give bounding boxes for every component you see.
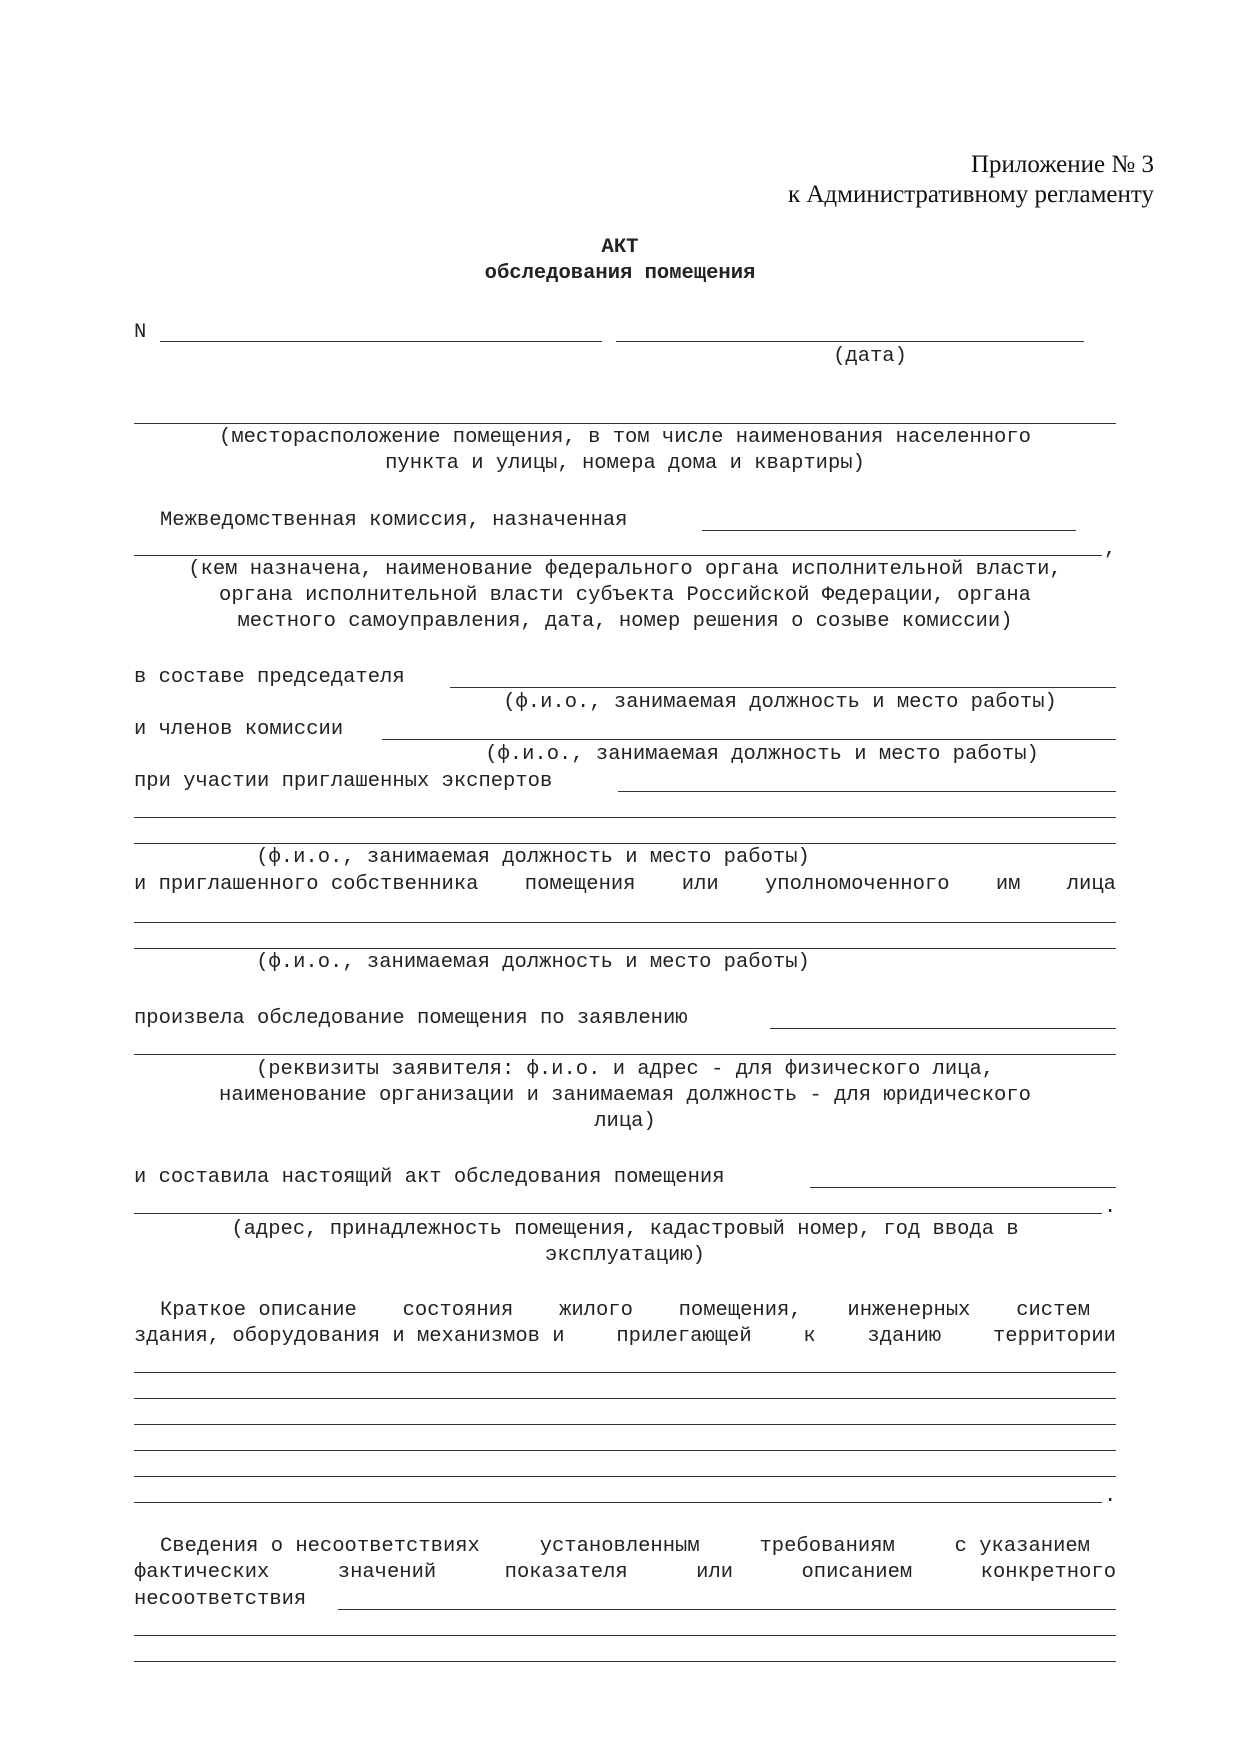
owner-word: лица [1066, 873, 1116, 896]
members-field[interactable] [382, 739, 1116, 740]
discrepancies-word: фактических [134, 1561, 270, 1584]
appendix-header [788, 150, 1154, 210]
date-field[interactable] [616, 341, 1084, 342]
description-field-4[interactable] [134, 1450, 1116, 1451]
discrepancies-word: с указанием [954, 1535, 1090, 1558]
discrepancies-word: описанием [801, 1561, 913, 1584]
experts-field-3[interactable] [134, 843, 1116, 844]
inspection-label: произвела обследование помещения по заявлению [134, 1007, 688, 1030]
address-field-2[interactable] [134, 1213, 1102, 1214]
address-field[interactable] [810, 1187, 1116, 1188]
document-subtitle: обследования помещения [484, 262, 756, 285]
act-label: и составила настоящий акт обследования помещения [134, 1166, 725, 1189]
location-caption-1: (месторасположение помещения, в том числе наименования населенного [219, 426, 1031, 449]
description-word: систем [1016, 1299, 1090, 1322]
discrepancies-field-2[interactable] [134, 1635, 1116, 1636]
description-heading-1 [160, 1298, 1090, 1324]
experts-field[interactable] [618, 791, 1116, 792]
discrepancies-word: Сведения о несоответствиях [160, 1535, 480, 1558]
description-period: . [1104, 1485, 1117, 1508]
members-caption: (ф.и.о., занимаемая должность и место работы) [485, 743, 1039, 766]
discrepancies-label: несоответствия [134, 1588, 307, 1611]
commission-appointed-field[interactable] [702, 530, 1076, 531]
experts-label: при участии приглашенных экспертов [134, 770, 553, 793]
appendix-number: Приложение № 3 [970, 151, 1154, 178]
owner-word: уполномоченного [764, 873, 950, 896]
inspection-caption-1: (реквизиты заявителя: ф.и.о. и адрес - для физического лица, [255, 1058, 995, 1081]
description-heading-2 [134, 1324, 1116, 1350]
document-title: АКТ [601, 236, 639, 259]
discrepancies-heading-2 [134, 1560, 1116, 1586]
discrepancies-word: требованиям [759, 1535, 895, 1558]
owner-field-2[interactable] [134, 948, 1116, 949]
act-caption-2: эксплуатацию) [545, 1244, 705, 1267]
date-caption: (дата) [833, 345, 907, 368]
experts-row [134, 768, 1116, 796]
discrepancies-word: значений [337, 1561, 437, 1584]
commission-comma: , [1104, 538, 1117, 561]
description-word: Краткое описание [160, 1299, 357, 1322]
members-row [134, 716, 1116, 744]
discrepancies-word: установленным [539, 1535, 700, 1558]
applicant-field-2[interactable] [134, 1054, 1116, 1055]
discrepancies-field-3[interactable] [134, 1661, 1116, 1662]
description-word: состояния [402, 1299, 514, 1322]
owner-caption: (ф.и.о., занимаемая должность и место работы) [256, 951, 810, 974]
description-word: инженерных [847, 1299, 971, 1322]
commission-caption-3: местного самоуправления, дата, номер решения о созыве комиссии) [237, 610, 1013, 633]
owner-word: или [681, 873, 719, 896]
description-word: территории [992, 1325, 1116, 1348]
description-word: прилегающей [616, 1325, 752, 1348]
description-word: здания, оборудования и механизмов и [134, 1325, 565, 1348]
appendix-reference: к Административному регламенту [787, 181, 1154, 208]
chairman-field[interactable] [450, 687, 1116, 688]
owner-field-1[interactable] [134, 922, 1116, 923]
experts-field-2[interactable] [134, 817, 1116, 818]
chairman-label: в составе председателя [134, 666, 405, 689]
members-label: и членов комиссии [134, 718, 344, 741]
applicant-field[interactable] [770, 1028, 1116, 1029]
description-word: зданию [867, 1325, 942, 1348]
inspection-caption-3: лица) [594, 1110, 656, 1133]
description-field-2[interactable] [134, 1398, 1116, 1399]
description-field-6[interactable] [134, 1502, 1102, 1503]
owner-word: помещения [524, 873, 636, 896]
inspection-row [134, 1005, 1116, 1033]
commission-label: Межведомственная комиссия, назначенная [160, 509, 628, 532]
description-word: жилого [559, 1299, 633, 1322]
discrepancies-word: или [696, 1561, 734, 1584]
number-field[interactable] [160, 341, 602, 342]
number-date-row [134, 319, 1116, 347]
discrepancies-field-1[interactable] [338, 1609, 1116, 1610]
commission-caption-2: органа исполнительной власти субъекта Российской Федерации, органа [219, 584, 1031, 607]
commission-row [134, 507, 1116, 535]
chairman-caption: (ф.и.о., занимаемая должность и место работы) [503, 691, 1057, 714]
discrepancies-heading-1 [160, 1534, 1090, 1560]
commission-authority-field[interactable] [134, 555, 1102, 556]
act-row [134, 1164, 1116, 1192]
number-label: N [134, 321, 147, 344]
description-field-5[interactable] [134, 1476, 1116, 1477]
commission-caption-1: (кем назначена, наименование федерального органа исполнительной власти, [188, 558, 1062, 581]
owner-word: и приглашенного собственника [134, 873, 479, 896]
discrepancies-word: конкретного [980, 1561, 1116, 1584]
act-caption-1: (адрес, принадлежность помещения, кадастровый номер, год ввода в [231, 1218, 1019, 1241]
description-word: к [803, 1325, 816, 1348]
chairman-row [134, 664, 1116, 692]
experts-caption: (ф.и.о., занимаемая должность и место работы) [256, 846, 810, 869]
description-field-1[interactable] [134, 1372, 1116, 1373]
owner-row [134, 872, 1116, 898]
description-field-3[interactable] [134, 1424, 1116, 1425]
description-word: помещения, [678, 1299, 802, 1322]
inspection-caption-2: наименование организации и занимаемая должность - для юридического [219, 1084, 1031, 1107]
discrepancies-word: показателя [504, 1561, 628, 1584]
address-period: . [1104, 1196, 1117, 1219]
location-field[interactable] [134, 423, 1116, 424]
location-caption-2: пункта и улицы, номера дома и квартиры) [385, 452, 865, 475]
owner-word: им [995, 873, 1021, 896]
discrepancies-row [134, 1586, 1116, 1614]
